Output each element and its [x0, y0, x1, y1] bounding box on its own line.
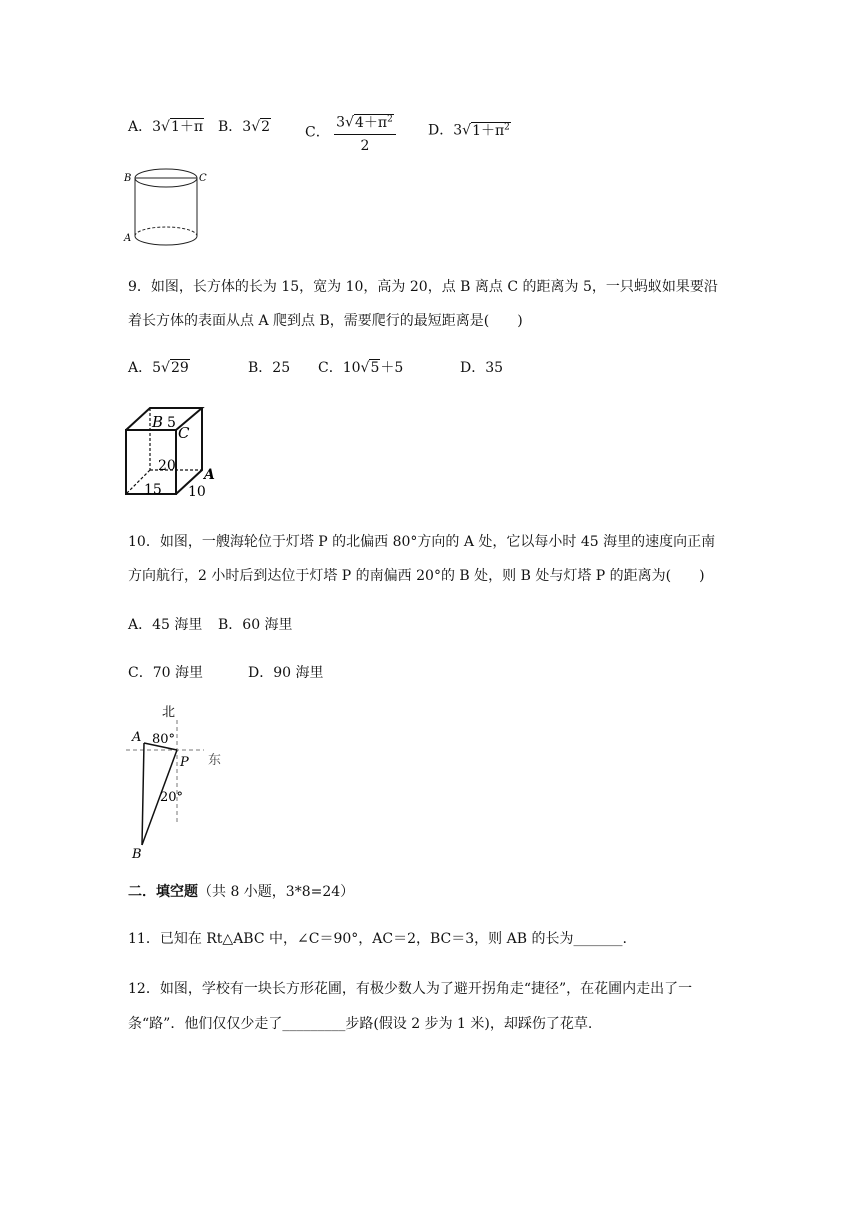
- q8-option-c: [305, 110, 396, 155]
- cylinder-label-b: B: [124, 173, 132, 184]
- q8-option-a-radical: √1＋π: [161, 119, 204, 135]
- cuboid-label-c: C: [178, 424, 190, 442]
- section-2-note: （共 8 小题，3*8=24）: [198, 884, 355, 900]
- q9-stem-line1: 9．如图，长方体的长为 15，宽为 10，高为 20，点 B 离点 C 的距离为 5，一只蚂蚁如果要沿: [128, 279, 718, 295]
- cuboid-label-b: B: [152, 413, 164, 431]
- q12-stem-line1: 12．如图，学校有一块长方形花圃，有极少数人为了避开拐角走“捷径”，在花圃内走出了一: [128, 981, 693, 997]
- q8-option-c-radicand: 4＋π: [355, 114, 388, 131]
- label-20-degrees: 20°: [160, 790, 184, 805]
- q8-option-c-fraction: [334, 110, 396, 155]
- label-80-degrees: 80°: [152, 732, 176, 747]
- segment-ab: [142, 743, 144, 845]
- cuboid-right-face: [176, 408, 202, 494]
- q9-option-c: [318, 358, 403, 378]
- q8-option-d-radical: $√1+\pi^2$: [462, 122, 510, 139]
- q9-option-c-radical: √5: [360, 360, 380, 376]
- q8-option-a-radicand: 1＋π: [170, 119, 204, 135]
- q8-option-d: [428, 117, 511, 141]
- cylinder-bottom-back-arc: [135, 227, 197, 236]
- label-north: 北: [162, 705, 176, 720]
- cuboid-figure: [118, 400, 228, 500]
- q10-option-c: C．70 海里: [128, 665, 203, 681]
- q9-option-a-radicand: 29: [170, 360, 189, 376]
- cuboid-label-15: 15: [144, 482, 162, 498]
- q8-option-d-label: D．3: [428, 122, 463, 139]
- cylinder-label-c: C: [199, 173, 207, 184]
- q8-option-c-numerator: $3√4+\pi^2$: [334, 110, 396, 135]
- q8-option-b-radical: √2: [251, 119, 271, 135]
- q8-option-b-label: B．3: [218, 119, 252, 135]
- q9-option-c-label: C．10: [318, 360, 361, 376]
- label-b: B: [132, 847, 142, 862]
- cuboid-top-face: [126, 408, 202, 430]
- q9-option-a: [128, 358, 190, 378]
- cylinder-label-a: A: [124, 233, 132, 244]
- q8-option-b-radicand: 2: [261, 119, 271, 135]
- q9-option-b: B．25: [248, 360, 291, 376]
- cuboid-label-5: 5: [167, 415, 176, 431]
- q9-option-c-tail: ＋5: [380, 360, 404, 376]
- q10-option-d: D．90 海里: [248, 665, 324, 681]
- q10-option-a: A．45 海里: [128, 617, 203, 633]
- q8-option-d-exponent: 2: [504, 122, 510, 132]
- cuboid-label-10: 10: [188, 484, 206, 500]
- q10-stem-line1: 10．如图，一艘海轮位于灯塔 P 的北偏西 80°方向的 A 处，它以每小时 45 海里的速度向正南: [128, 534, 716, 550]
- q11-stem: 11．已知在 Rt△ABC 中，∠C＝90°，AC＝2，BC＝3，则 AB 的长为_______.: [128, 931, 627, 947]
- q10-option-b: B．60 海里: [218, 617, 293, 633]
- label-a: A: [132, 730, 142, 745]
- cuboid-label-20: 20: [158, 458, 176, 474]
- q8-option-a: [128, 117, 204, 137]
- cylinder-bottom-front-arc: [135, 236, 197, 245]
- q8-option-c-label: C．: [305, 124, 330, 141]
- cuboid-label-a: A: [204, 467, 215, 483]
- q10-stem-line2: 方向航行，2 小时后到达位于灯塔 P 的南偏西 20°的 B 处，则 B 处与灯塔 P 的距离为( ): [128, 568, 705, 584]
- section-2-heading: [128, 882, 354, 902]
- q12-stem-line2: 条“路”．他们仅仅少走了_________步路(假设 2 步为 1 米)，却踩伤了花草.: [128, 1016, 593, 1032]
- cylinder-figure: [122, 165, 212, 255]
- q9-stem-line2: 着长方体的表面从点 A 爬到点 B，需要爬行的最短距离是( ): [128, 313, 523, 329]
- label-east: 东: [208, 753, 222, 768]
- q9-option-d: D．35: [460, 360, 504, 376]
- q9-option-a-radical: √29: [161, 360, 189, 376]
- label-p: P: [180, 755, 189, 770]
- section-2-title: 二．填空题: [128, 884, 198, 900]
- q9-option-c-radicand: 5: [370, 360, 380, 376]
- q9-option-a-label: A．5: [128, 360, 162, 376]
- q8-option-c-denominator: 2: [360, 137, 370, 154]
- q8-option-c-coef: 3: [336, 114, 346, 131]
- q8-option-d-radicand: 1＋π: [472, 122, 505, 139]
- q8-option-a-label: A．3: [128, 119, 162, 135]
- q8-option-c-exponent: 2: [387, 114, 393, 124]
- q8-option-b: [218, 117, 271, 137]
- navigation-figure: [122, 700, 242, 865]
